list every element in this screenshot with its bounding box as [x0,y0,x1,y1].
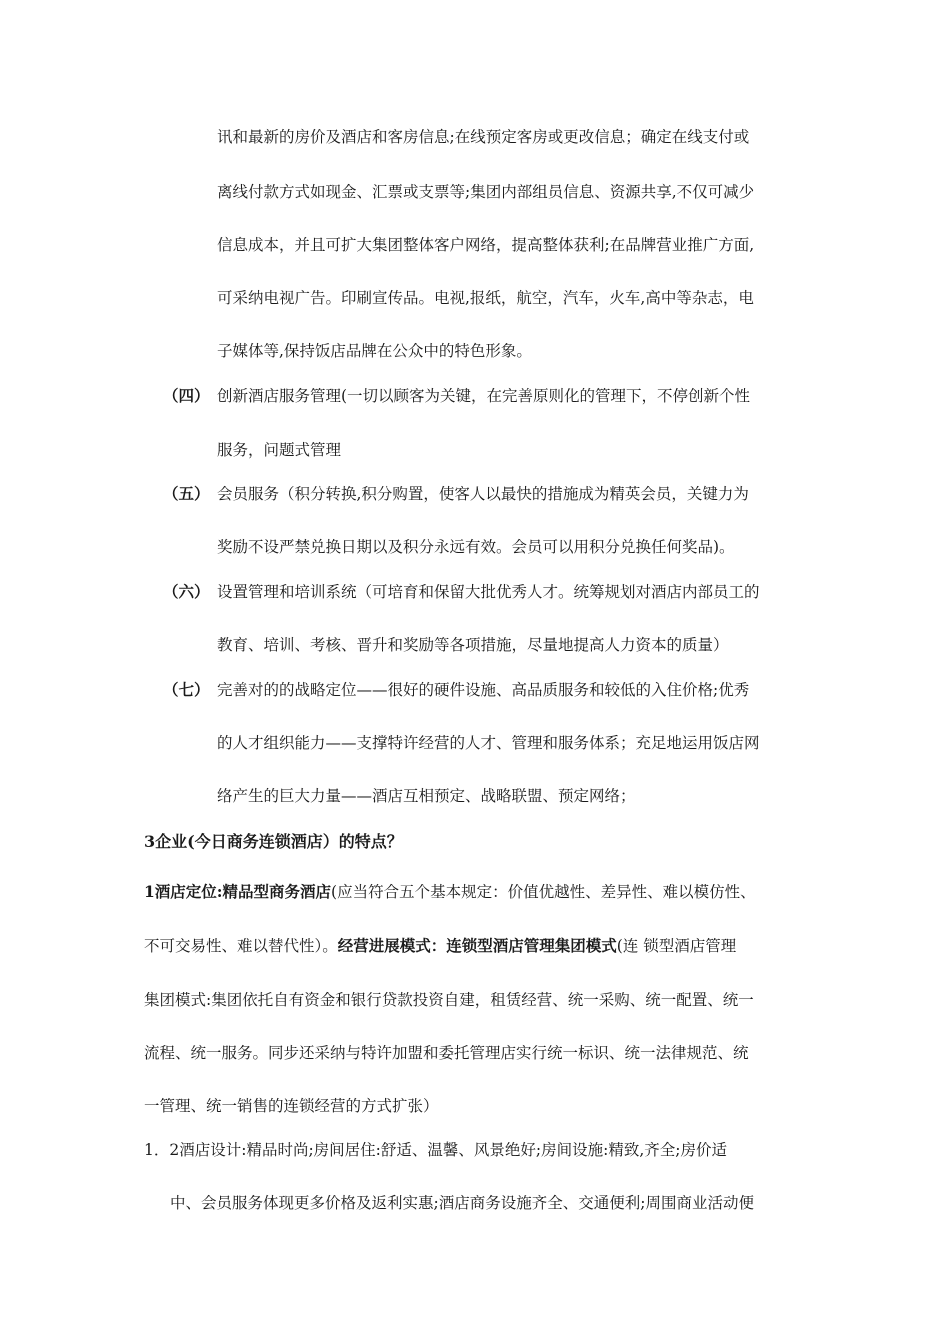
item-number-5: （五） [163,484,210,503]
item-number-6: （六） [163,582,210,601]
item-line: 的人才组织能力——支撑特许经营的人才、管理和服务体系；充足地运用饭店网 [217,734,760,752]
paragraph-line: 流程、统一服务。同步还采纳与特许加盟和委托管理店实行统一标识、统一法律规范、统 [144,1044,749,1062]
text-span: (连 锁型酒店管理 [616,937,737,955]
item-line: 奖励不设严禁兑换日期以及积分永远有效。会员可以用积分兑换任何奖品)。 [217,538,735,556]
body-line: 信息成本，并且可扩大集团整体客户网络，提高整体获利;在品牌营业推广方面, [217,236,755,254]
item-line: 教育、培训、考核、晋升和奖励等各项措施，尽量地提高人力资本的质量） [217,636,729,654]
paragraph-line: 中、会员服务体现更多价格及返利实惠;酒店商务设施齐全、交通便利;周围商业活动便 [170,1194,754,1212]
section-heading: 3企业(今日商务连锁酒店）的特点？ [144,832,403,851]
paragraph-line: 一管理、统一销售的连锁经营的方式扩张） [144,1097,439,1115]
paragraph-line [144,936,736,956]
item-number-4: （四） [163,386,210,405]
body-line: 子媒体等,保持饭店品牌在公众中的特色形象。 [217,342,532,360]
item-line: 络产生的巨大力量——酒店互相预定、战略联盟、预定网络； [217,787,636,805]
paragraph-line [144,882,756,902]
body-line: 讯和最新的房价及酒店和客房信息;在线预定客房或更改信息；确定在线支付或 [217,128,750,146]
item-line: 创新酒店服务管理(一切以顾客为关键，在完善原则化的管理下，不停创新个性 [217,387,751,405]
paragraph-line: 集团模式:集团依托自有资金和银行贷款投资自建，租赁经营、统一采购、统一配置、统一 [144,991,754,1009]
body-line: 离线付款方式如现金、汇票或支票等;集团内部组员信息、资源共享,不仅可减少 [217,183,755,201]
item-line: 会员服务（积分转换,积分购置，使客人以最快的措施成为精英会员，关键力为 [217,485,749,503]
paragraph-line: 1．2酒店设计:精品时尚;房间居住:舒适、温馨、风景绝好;房间设施:精致,齐全;房价适 [144,1141,727,1159]
item-line: 设置管理和培训系统（可培育和保留大批优秀人才。统筹规划对酒店内部员工的 [217,583,760,601]
item-line: 服务，问题式管理 [217,441,342,459]
bold-phrase: 1酒店定位:精品型商务酒店 [144,882,332,901]
item-line: 完善对的的战略定位——很好的硬件设施、高品质服务和较低的入住价格;优秀 [217,681,750,699]
item-number-7: （七） [163,680,210,699]
text-span: (应当符合五个基本规定：价值优越性、差异性、难以模仿性、 [331,883,756,901]
body-line: 可采纳电视广告。印刷宣传品。电视,报纸，航空，汽车，火车,高中等杂志，电 [217,289,754,307]
bold-phrase: 经营进展模式：连锁型酒店管理集团模式 [337,936,617,955]
text-span: 不可交易性、难以替代性）。 [144,937,338,955]
